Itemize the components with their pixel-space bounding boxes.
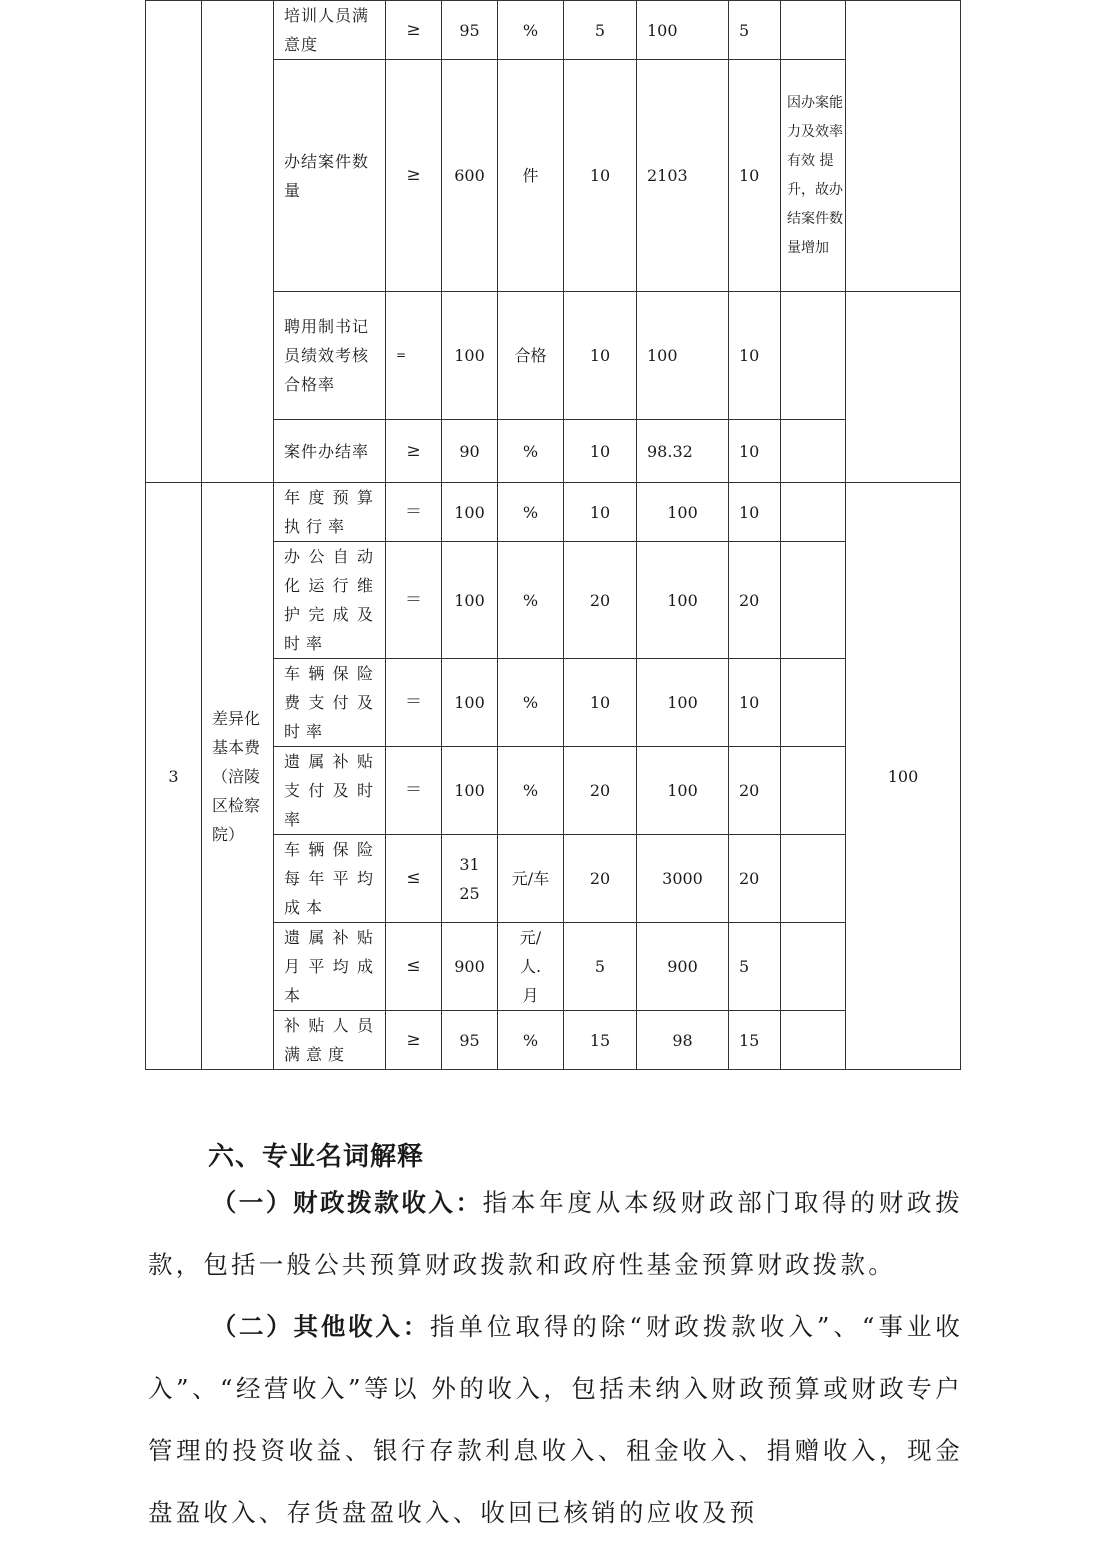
operator-cell: ≤ bbox=[386, 835, 442, 923]
definition-text: 指单位取得的除“财政拨款收入”、“事业收入”、“经营收入”等以 外的收入，包括未纳入财政预算或财政专户管理的投资收益、银行存款利息收入、租金收入、捐赠收入，现金盘盈收入、存货盘盈收入、收回已核销的应收及预 bbox=[148, 1312, 964, 1527]
target-cell: 95 bbox=[442, 1, 498, 60]
unit-cell: 元/车 bbox=[498, 835, 564, 923]
score-cell: 20 bbox=[729, 747, 781, 835]
index-cell: 3 bbox=[146, 483, 202, 1070]
note-cell bbox=[781, 923, 846, 1011]
actual-cell: 900 bbox=[637, 923, 729, 1011]
indicator-cell: 年度预算执行率 bbox=[274, 483, 386, 542]
target-cell: 100 bbox=[442, 747, 498, 835]
target-cell: 100 bbox=[442, 659, 498, 747]
actual-cell: 2103 bbox=[637, 60, 729, 292]
actual-cell: 98.32 bbox=[637, 420, 729, 483]
target-cell: 90 bbox=[442, 420, 498, 483]
actual-cell: 100 bbox=[637, 542, 729, 659]
project-cell bbox=[202, 1, 274, 483]
section-heading: 六、专业名词解释 bbox=[208, 1142, 425, 1172]
operator-cell: ＝ bbox=[386, 542, 442, 659]
project-cell: 差异化基本费（涪陵区检察院） bbox=[202, 483, 274, 1070]
weight-cell: 10 bbox=[564, 483, 637, 542]
actual-cell: 100 bbox=[637, 1, 729, 60]
unit-cell: % bbox=[498, 747, 564, 835]
indicator-cell: 遗属补贴支付及时率 bbox=[274, 747, 386, 835]
indicator-cell: 车辆保险每年平均成本 bbox=[274, 835, 386, 923]
note-cell bbox=[781, 835, 846, 923]
weight-cell: 10 bbox=[564, 292, 637, 420]
weight-cell: 20 bbox=[564, 747, 637, 835]
note-cell bbox=[781, 292, 846, 420]
table-row bbox=[146, 1, 961, 60]
definition-paragraph bbox=[148, 1172, 963, 1296]
note-cell bbox=[781, 483, 846, 542]
note-cell bbox=[781, 1011, 846, 1070]
score-cell: 10 bbox=[729, 292, 781, 420]
unit-cell: % bbox=[498, 483, 564, 542]
definition-paragraph bbox=[148, 1296, 963, 1544]
unit-cell: 合格 bbox=[498, 292, 564, 420]
target-cell: 900 bbox=[442, 923, 498, 1011]
target-cell: 100 bbox=[442, 542, 498, 659]
actual-cell: 3000 bbox=[637, 835, 729, 923]
definition-text: 指本年度从本级财政部门取得的财政拨款，包括一般公共预算财政拨款和政府性基金预算财政拨款。 bbox=[148, 1188, 964, 1279]
total-cell bbox=[846, 292, 961, 483]
definition-term: （一）财政拨款收入： bbox=[211, 1188, 483, 1217]
operator-cell: ＝ bbox=[386, 483, 442, 542]
actual-cell: 100 bbox=[637, 747, 729, 835]
table-row bbox=[146, 483, 961, 542]
target-cell: 3125 bbox=[442, 835, 498, 923]
unit-cell: % bbox=[498, 1011, 564, 1070]
score-cell: 10 bbox=[729, 420, 781, 483]
target-cell: 600 bbox=[442, 60, 498, 292]
score-cell: 10 bbox=[729, 60, 781, 292]
index-cell bbox=[146, 1, 202, 483]
score-cell: 20 bbox=[729, 835, 781, 923]
unit-cell: % bbox=[498, 420, 564, 483]
performance-table bbox=[145, 0, 961, 1070]
weight-cell: 10 bbox=[564, 60, 637, 292]
score-cell: 10 bbox=[729, 483, 781, 542]
score-cell: 5 bbox=[729, 923, 781, 1011]
definition-term: （二）其他收入： bbox=[211, 1312, 430, 1341]
weight-cell: 15 bbox=[564, 1011, 637, 1070]
actual-cell: 100 bbox=[637, 292, 729, 420]
weight-cell: 5 bbox=[564, 923, 637, 1011]
indicator-cell: 办公自动化运行维护完成及时率 bbox=[274, 542, 386, 659]
score-cell: 15 bbox=[729, 1011, 781, 1070]
weight-cell: 10 bbox=[564, 420, 637, 483]
weight-cell: 20 bbox=[564, 542, 637, 659]
weight-cell: 10 bbox=[564, 659, 637, 747]
unit-cell: 元/人.月 bbox=[498, 923, 564, 1011]
operator-cell: ≥ bbox=[386, 60, 442, 292]
note-cell bbox=[781, 420, 846, 483]
indicator-cell: 培训人员满意度 bbox=[274, 1, 386, 60]
actual-cell: 98 bbox=[637, 1011, 729, 1070]
actual-cell: 100 bbox=[637, 483, 729, 542]
actual-cell: 100 bbox=[637, 659, 729, 747]
operator-cell: ＝ bbox=[386, 747, 442, 835]
unit-cell: % bbox=[498, 1, 564, 60]
weight-cell: 20 bbox=[564, 835, 637, 923]
total-cell: 100 bbox=[846, 483, 961, 1070]
unit-cell: % bbox=[498, 542, 564, 659]
score-cell: 20 bbox=[729, 542, 781, 659]
operator-cell: ≥ bbox=[386, 420, 442, 483]
indicator-cell: 车辆保险费支付及时率 bbox=[274, 659, 386, 747]
indicator-cell: 聘用制书记员绩效考核合格率 bbox=[274, 292, 386, 420]
total-cell bbox=[846, 1, 961, 292]
note-cell bbox=[781, 659, 846, 747]
note-cell bbox=[781, 1, 846, 60]
note-cell bbox=[781, 542, 846, 659]
target-cell: 100 bbox=[442, 483, 498, 542]
indicator-cell: 补贴人员满意度 bbox=[274, 1011, 386, 1070]
unit-cell: 件 bbox=[498, 60, 564, 292]
operator-cell: ≥ bbox=[386, 1011, 442, 1070]
indicator-cell: 案件办结率 bbox=[274, 420, 386, 483]
note-cell: 因办案能力及效率有效 提升，故办结案件数量增加 bbox=[781, 60, 846, 292]
weight-cell: 5 bbox=[564, 1, 637, 60]
indicator-cell: 遗属补贴月平均成本 bbox=[274, 923, 386, 1011]
operator-cell: ＝ bbox=[386, 659, 442, 747]
unit-cell: % bbox=[498, 659, 564, 747]
note-cell bbox=[781, 747, 846, 835]
operator-cell: ≤ bbox=[386, 923, 442, 1011]
score-cell: 10 bbox=[729, 659, 781, 747]
score-cell: 5 bbox=[729, 1, 781, 60]
target-cell: 95 bbox=[442, 1011, 498, 1070]
operator-cell: ≥ bbox=[386, 1, 442, 60]
target-cell: 100 bbox=[442, 292, 498, 420]
indicator-cell: 办结案件数量 bbox=[274, 60, 386, 292]
operator-cell: = bbox=[386, 292, 442, 420]
